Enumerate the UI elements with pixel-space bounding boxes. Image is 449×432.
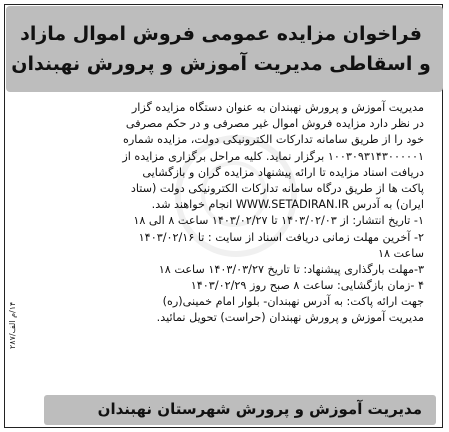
notice-header bbox=[6, 6, 443, 92]
body-line: ۱- تاریخ انتشار: از ۱۴۰۳/۰۲/۰۳ تا ۱۴۰۳/۰۲/۲۷ ساعت ۸ الی ۱۸ bbox=[133, 214, 424, 228]
footer-organization: مدیریت آموزش و پرورش شهرستان نهبندان bbox=[97, 400, 422, 418]
body-line: پاکت ها از طریق درگاه سامانه تدارکات الکترونیکی دولت (ستاد bbox=[130, 181, 424, 195]
body-line: ۲- آخرین مهلت زمانی دریافت اسناد از سایت : تا ۱۴۰۳/۰۲/۱۶ bbox=[138, 230, 424, 244]
header-title-line-2: و اسقاطی مدیریت آموزش و پرورش نهبندان bbox=[11, 53, 431, 75]
publication-code: ۱۴/م الف/۲۸۷ bbox=[8, 302, 17, 350]
body-line: ۳-مهلت بارگذاری پیشنهاد: تا تاریخ ۱۴۰۳/۰۳/۲۷ ساعت ۱۸ bbox=[158, 262, 424, 276]
body-line: مدیریت آموزش و پرورش نهبندان (حراست) تحویل نمائید. bbox=[156, 311, 424, 325]
body-line: در نظر دارد مزایده فروش اموال غیر مصرفی و در حکم مصرفی bbox=[125, 117, 424, 131]
body-line: مدیریت آموزش و پرورش نهبندان به عنوان دستگاه مزایده گزار bbox=[131, 101, 424, 114]
body-line: ساعت ۱۸ bbox=[377, 246, 424, 260]
body-line: ۱۰۰۳۰۹۳۱۴۳۰۰۰۰۰۱ برگزار نماید. کلیه مراحل برگزاری مزایده از bbox=[122, 149, 424, 163]
body-line: دریافت اسناد مزایده تا ارائه پیشنهاد مزایده گران و بازگشایی bbox=[142, 165, 424, 179]
body-line: خود را از طریق سامانه تدارکات الکترونیکی دولت، مزایده شماره bbox=[123, 133, 424, 147]
body-line: ۴ -زمان بازگشایی: ساعت ۸ صبح روز ۱۴۰۳/۰۲/۲۹ bbox=[190, 279, 424, 293]
notice-body bbox=[14, 100, 424, 327]
notice-footer bbox=[44, 395, 436, 425]
body-line: ایران) به آدرس WWW.SETADIRAN.IR انجام خواهند شد. bbox=[151, 198, 424, 212]
body-line: جهت ارائه پاکت: به آدرس نهبندان- بلوار امام خمینی(ره) bbox=[162, 295, 424, 309]
header-title-line-1: فراخوان مزایده عمومی فروش اموال مازاد bbox=[20, 23, 422, 45]
